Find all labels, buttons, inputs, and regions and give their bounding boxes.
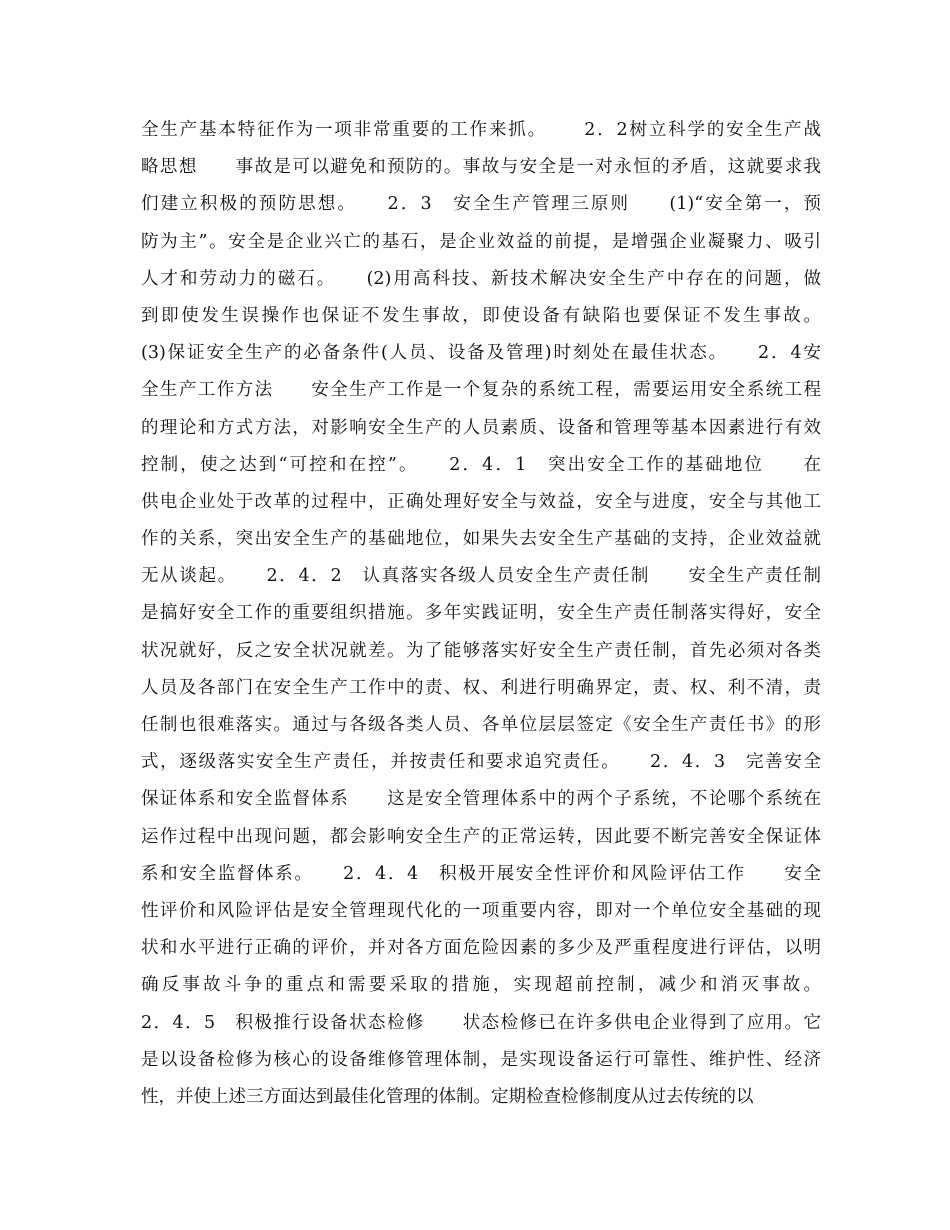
text-line: 防为主”。安全是企业兴亡的基石，是企业效益的前提，是增强企业凝聚力、吸引 <box>141 231 821 252</box>
text-line: 控制，使之达到“可控和在控”。 2．4．1 突出安全工作的基础地位 在 <box>141 454 821 475</box>
text-line: 全生产工作方法 安全生产工作是一个复杂的系统工程，需要运用安全系统工程 <box>141 380 821 401</box>
text-line: 式，逐级落实安全生产责任，并按责任和要求追究责任。 2．4．3 完善安全 <box>141 752 821 773</box>
text-line: 状况就好，反之安全状况就差。为了能够落实好安全生产责任制，首先必须对各类 <box>141 640 821 661</box>
text-line: 人才和劳动力的磁石。 (2)用高科技、新技术解决安全生产中存在的问题，做 <box>141 268 821 289</box>
text-line: 无从谈起。 2．4．2 认真落实各级人员安全生产责任制 安全生产责任制 <box>141 566 821 587</box>
text-line: 是以设备检修为核心的设备维修管理体制，是实现设备运行可靠性、维护性、经济 <box>141 1049 821 1070</box>
text-line: 作的关系，突出安全生产的基础地位，如果失去安全生产基础的支持，企业效益就 <box>141 529 821 550</box>
text-line: 任制也很难落实。通过与各级各类人员、各单位层层签定《安全生产责任书》的形 <box>141 715 821 735</box>
text-line: 全生产基本特征作为一项非常重要的工作来抓。 2．2树立科学的安全生产战 <box>141 120 821 140</box>
text-line: 系和安全监督体系。 2．4．4 积极开展安全性评价和风险评估工作 安全 <box>141 863 821 884</box>
text-line: 状和水平进行正确的评价，并对各方面危险因素的多少及严重程度进行评估，以明 <box>141 938 821 959</box>
text-line: 是搞好安全工作的重要组织措施。多年实践证明，安全生产责任制落实得好，安全 <box>141 603 821 624</box>
text-line: 到即使发生误操作也保证不发生事故，即使设备有缺陷也要保证不发生事故。 <box>141 305 821 326</box>
text-line: 性，并使上述三方面达到最佳化管理的体制。定期检查检修制度从过去传统的以 <box>141 1086 754 1107</box>
text-line: 人员及各部门在安全生产工作中的责、权、利进行明确界定，责、权、利不清，责 <box>141 677 821 698</box>
text-line: 略思想 事故是可以避免和预防的。事故与安全是一对永恒的矛盾，这就要求我 <box>141 157 821 178</box>
text-line: 2．4．5 积极推行设备状态检修 状态检修已在许多供电企业得到了应用。它 <box>141 1012 821 1033</box>
text-line: 们建立积极的预防思想。 2．3 安全生产管理三原则 (1)“安全第一，预 <box>141 194 821 215</box>
text-line: 运作过程中出现问题，都会影响安全生产的正常运转，因此要不断完善安全保证体 <box>141 826 821 847</box>
body-text <box>141 112 821 1116</box>
text-line: (3)保证安全生产的必备条件(人员、设备及管理)时刻处在最佳状态。 2．4安 <box>141 343 821 364</box>
text-line: 供电企业处于改革的过程中，正确处理好安全与效益，安全与进度，安全与其他工 <box>141 491 821 512</box>
text-line: 性评价和风险评估是安全管理现代化的一项重要内容，即对一个单位安全基础的现 <box>141 900 821 921</box>
text-line: 确反事故斗争的重点和需要采取的措施，实现超前控制，减少和消灭事故。 <box>141 975 821 996</box>
text-line: 的理论和方式方法，对影响安全生产的人员素质、设备和管理等基本因素进行有效 <box>141 417 821 438</box>
text-line: 保证体系和安全监督体系 这是安全管理体系中的两个子系统，不论哪个系统在 <box>141 789 821 810</box>
